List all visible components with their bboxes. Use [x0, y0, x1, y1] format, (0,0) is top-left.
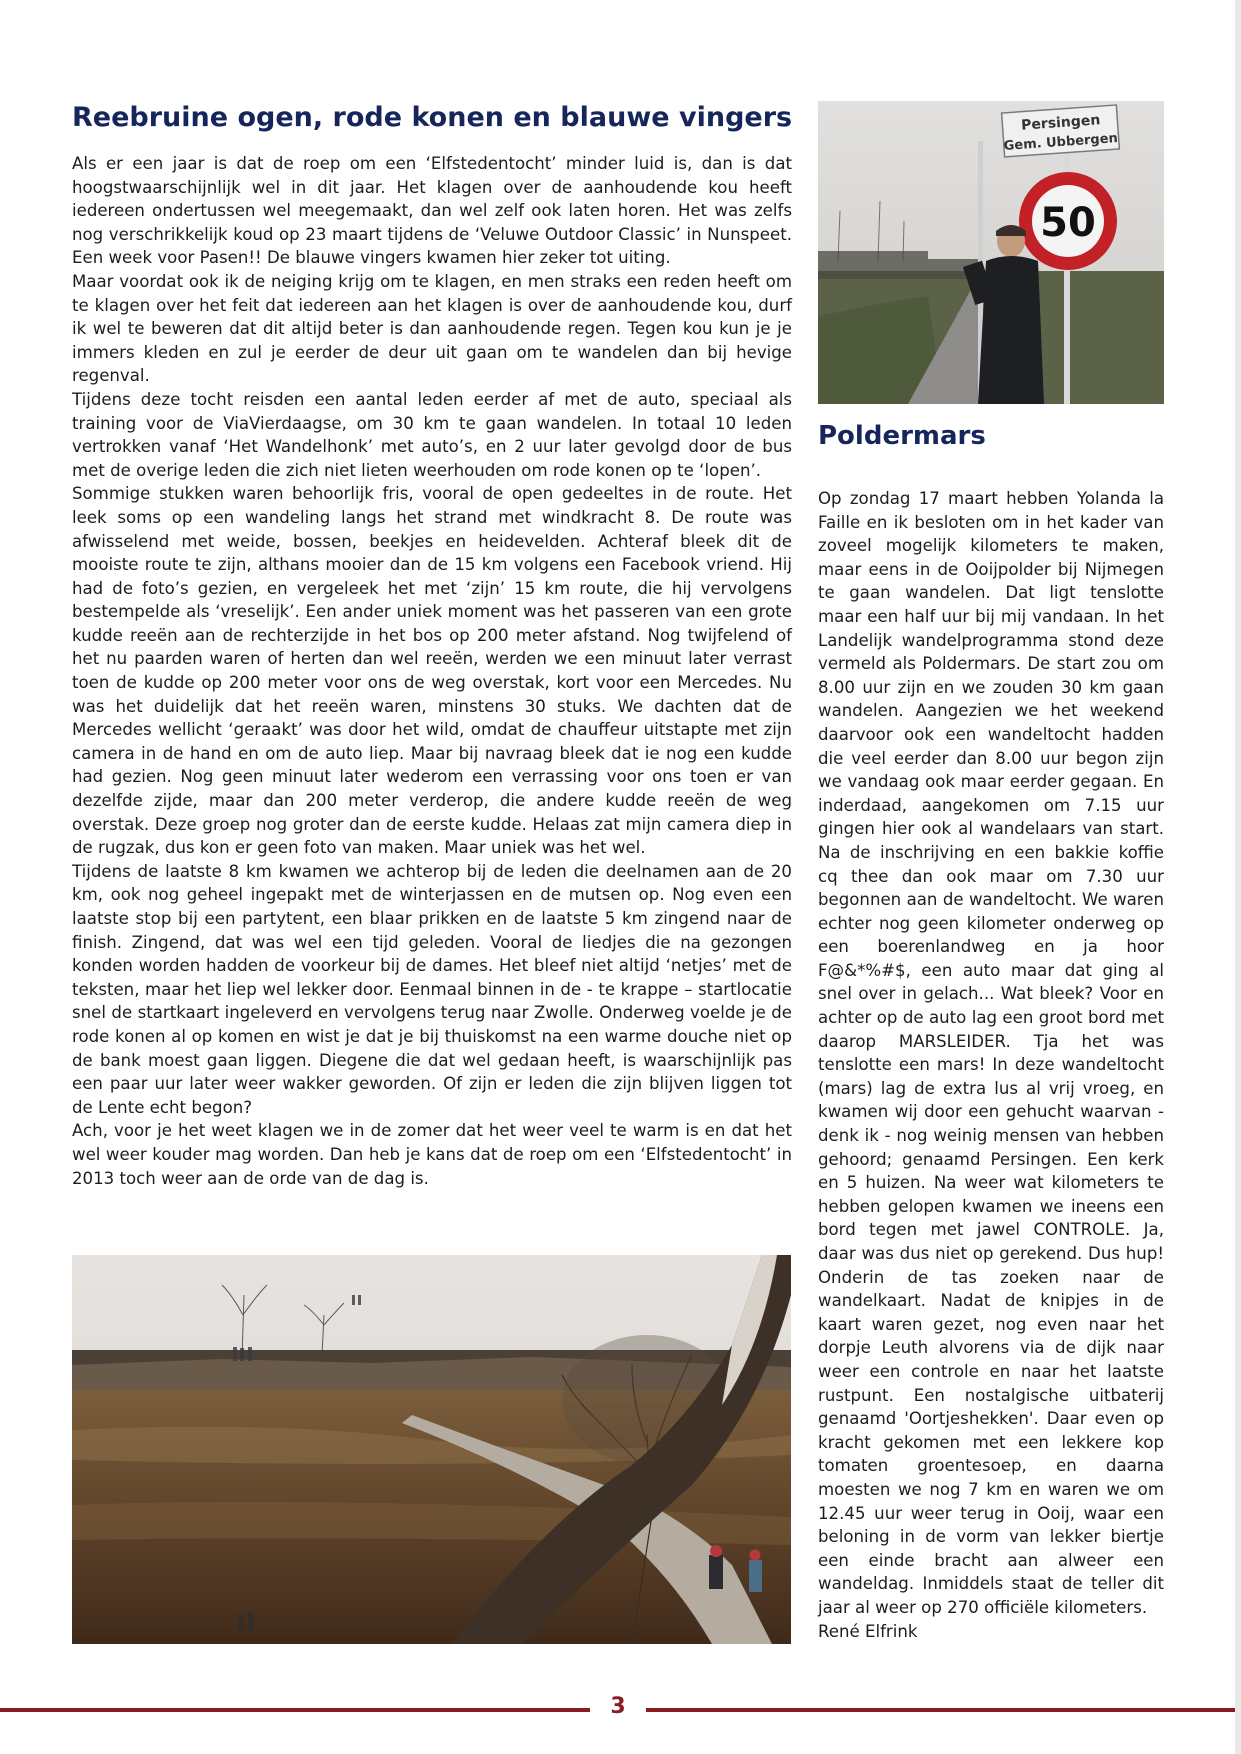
article-paragraph: Maar voordat ook ik de neiging krijg om te klagen, en men straks een reden heeft om te klagen over het feit dat iedereen aan het klagen is over de aanhoudende kou, durf ik wel te beweren dat dit altijd beter is dan aanhoudende regen. Tegen kou kun je je immers kleden en zul je eerder de deur uit gaan om te wandelen dan bij hevige regenval.	[72, 271, 792, 386]
sidebar-paragraph: Op zondag 17 maart hebben Yolanda la Faille en ik besloten om in het kader van zoveel mogelijk kilometers te maken, maar eens in de Ooijpolder bij Nijmegen te gaan wandelen. Dat ligt tenslotte maar een half uur bij mij vandaan. In het Landelijk wandelprogramma stond deze vermeld als Poldermars. De start zou om 8.00 uur zijn en we zouden 30 km gaan wandelen. Aangezien we het weekend daarvoor ook een wandeltocht hadden die veel eerder dan 8.00 uur begon zijn we vandaag ook maar eerder gegaan. En inderdaad, aangekomen om 7.15 uur gingen hier ook al wandelaars van start. Na de inschrijving en een bakkie koffie cq thee dan ook maar om 7.30 uur begonnen aan de wandeltocht. We waren echter nog geen kilometer onderweg op een boerenlandweg en ja hoor F@&*%#$, een auto maar dat ging al snel over in gelach... Wat bleek? Voor en achter op de auto lag een groot bord met daarop MARSLEIDER. Tja het was tenslotte een mars! In deze wandeltocht (mars) lag de extra lus al vrij vroeg, en kwamen wij door een gehucht waarvan - denk ik - nog weinig mensen van hebben gehoord; genaamd Persingen. Een kerk en 5 huizen. Na weer wat kilometers te hebben gelopen kwamen we ineens een bord tegen met jawel CONTROLE. Ja, daar was dus niet op gerekend. Dus hup! Onderin de tas zoeken naar de wandelkaart. Nadat de knipjes in de kaart waren gezet, nog even naar het dorpje Leuth alvorens via de dijk naar weer een controle en naar het laatste rustpunt. Een nostalgische uitbaterij genaamd 'Oortjeshekken'. Daar even op kracht gekomen met een lekkere kop tomaten groentesoep, en daarna moesten we nog 7 km en waren we om 12.45 uur weer terug in Ooij, waar een beloning in de vorm van lekker biertje een einde bracht aan alweer een wandeldag. Inmiddels staat de teller dit jaar al weer op 270 officiële kilometers.	[818, 489, 1164, 1617]
article-paragraph: Tijdens deze tocht reisden een aantal leden eerder af met de auto, speciaal als training voor de ViaVierdaagse, om 30 km te gaan wandelen. In totaal 10 leden vertrokken vanaf ‘Het Wandelhonk’ met auto’s, en 2 uur later gevolgd door de bus met de overige leden die zich niet lieten weerhouden om rode konen op te ‘lopen’.	[72, 389, 792, 480]
speed-limit-number: 50	[1040, 200, 1096, 246]
sign-municipality: Gem. Ubbergen	[1003, 131, 1119, 154]
article-title: Reebruine ogen, rode konen en blauwe vingers	[72, 102, 793, 133]
sidebar-body	[818, 487, 1164, 1643]
footer-rule-right	[646, 1708, 1235, 1712]
footer-rule-left	[0, 1708, 590, 1712]
sign-place-name: Persingen	[1020, 112, 1101, 134]
article-paragraph: Sommige stukken waren behoorlijk fris, vooral de open gedeeltes in de route. Het leek soms op een wandeling langs het strand met windkracht 8. De route was afwisselend met weide, bossen, beekjes en heidevelden. Achteraf bleek dit de mooiste route te zijn, althans mooier dan de 15 km volgens een Facebook vriend. Hij had de foto’s gezien, en vergeleek het met ‘zijn’ 15 km route, die hij vervolgens bestempelde als ‘vreselijk’. Een ander uniek moment was het passeren van een grote kudde reeën aan de rechterzijde in het bos op 200 meter afstand. Nog twijfelend of het nu paarden waren of herten dan wel reeën, werden we een minuut later verrast toen de kudde op 200 meter voor ons de weg overstak, kort voor een Mercedes. Nu was het duidelijk dat het reeën waren, minstens 30 stuks. We dachten dat de Mercedes wellicht ‘geraakt’ was door het wild, omdat de chauffeur uitstapte met zijn camera in de hand en om de auto liep. Maar bij navraag bleek dat ie nog een kudde had gezien. Nog geen minuut later wederom een verrassing voor ons toen er van dezelfde zijde, maar dan 200 meter verderop, die andere kudde reeën de weg overstak. Deze groep nog groter dan de eerste kudde. Helaas zat mijn camera diep in de rugzak, dus kon er geen foto van maken. Maar uniek was het wel.	[72, 484, 792, 858]
page-edge	[1235, 0, 1241, 1754]
article-body	[72, 152, 792, 1190]
heathland-photo	[72, 1255, 791, 1644]
article-paragraph: Ach, voor je het weet klagen we in de zomer dat het weer veel te warm is en dat het wel weer kouder mag worden. Dan heb je kans dat de roep om een ‘Elfstedentocht’ in 2013 toch weer aan de orde van de dag is.	[72, 1121, 792, 1188]
article-paragraph: Tijdens de laatste 8 km kwamen we achterop bij de leden die deelnamen aan de 20 km, ook nog geheel ingepakt met de winterjassen en de mutsen op. Nog even een laatste stop bij een partytent, een blaar prikken en de laatste 5 km zingend naar de finish. Zingend, dat was wel een tijd geleden. Vooral de liedjes die na gezongen konden worden hadden de voorkeur bij de dames. Het bleef niet altijd ‘netjes’ met de teksten, maar het liep wel lekker door. Eenmaal binnen in de - te krappe – startlocatie snel de startkaart ingeleverd en vervolgens terug naar Zwolle. Onderweg voelde je de rode konen al op komen en wist je dat je bij thuiskomst na een warme douche niet op de bank moest gaan liggen. Diegene die dat wel gedaan heeft, is waarschijnlijk pas een paar uur later weer wakker geworden. Of zijn er leden die zijn blijven liggen tot de Lente echt begon?	[72, 861, 792, 1117]
road-sign-photo	[818, 101, 1164, 404]
sidebar-title: Poldermars	[818, 421, 986, 451]
author-name: René Elfrink	[818, 1621, 918, 1641]
article-paragraph: Als er een jaar is dat de roep om een ‘Elfstedentocht’ minder luid is, dan is dat hoogstwaarschijnlijk wel in dit jaar. Het klagen over de aanhoudende kou heeft iedereen ondertussen wel meegemaakt, dan wel zelf ook laten horen. Het was zelfs nog verschrikkelijk koud op 23 maart tijdens de ‘Veluwe Outdoor Classic’ in Nunspeet. Een week voor Pasen!! De blauwe vingers kwamen hier zeker tot uiting.	[72, 154, 792, 268]
page-number: 3	[610, 1694, 626, 1719]
